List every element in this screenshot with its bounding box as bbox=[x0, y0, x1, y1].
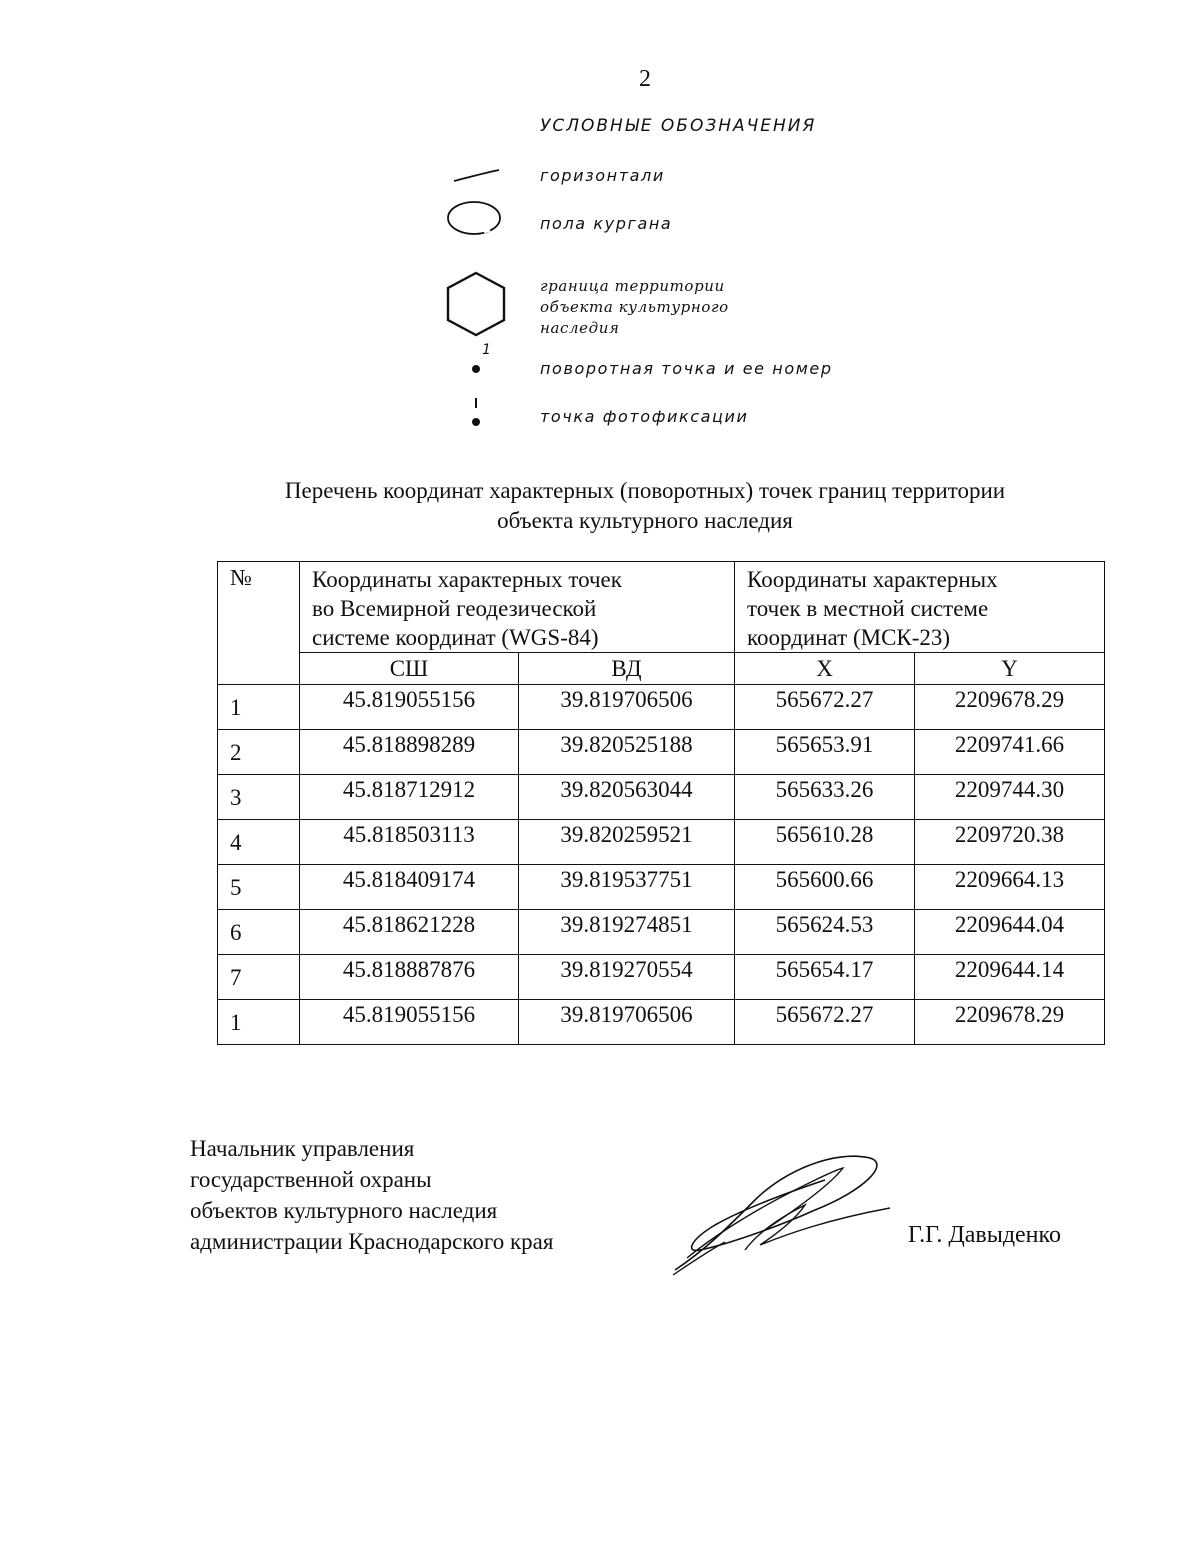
hexagon-boundary-icon bbox=[442, 270, 510, 338]
row-latitude: 45.818898289 bbox=[300, 730, 519, 775]
row-number: 1 bbox=[218, 685, 300, 730]
signer-name: Г.Г. Давыденко bbox=[908, 1222, 1061, 1248]
signer-title-line: объектов культурного наследия bbox=[190, 1198, 498, 1223]
legend-label-boundary bbox=[540, 276, 729, 339]
row-longitude: 39.819706506 bbox=[519, 685, 735, 730]
row-number: 3 bbox=[218, 775, 300, 820]
table-row bbox=[218, 730, 1105, 775]
coordinates-table bbox=[217, 561, 1105, 1045]
signer-title bbox=[190, 1133, 553, 1257]
row-x: 565624.53 bbox=[735, 910, 915, 955]
row-y: 2209744.30 bbox=[915, 775, 1105, 820]
table-row bbox=[218, 910, 1105, 955]
row-latitude: 45.819055156 bbox=[300, 1000, 519, 1045]
row-x: 565672.27 bbox=[735, 1000, 915, 1045]
row-number: 5 bbox=[218, 865, 300, 910]
row-y: 2209664.13 bbox=[915, 865, 1105, 910]
page-number: 2 bbox=[639, 66, 651, 92]
handwritten-signature bbox=[665, 1150, 895, 1280]
row-x: 565633.26 bbox=[735, 775, 915, 820]
table-row bbox=[218, 775, 1105, 820]
legend-label-turning-point: поворотная точка и ее номер bbox=[540, 359, 833, 378]
header-wgs84-line: Координаты характерных точек bbox=[312, 567, 622, 592]
row-longitude: 39.820259521 bbox=[519, 820, 735, 865]
subheader-y: Y bbox=[915, 653, 1105, 685]
subheader-x: X bbox=[735, 653, 915, 685]
row-number: 4 bbox=[218, 820, 300, 865]
table-header-row bbox=[218, 562, 1105, 653]
row-latitude: 45.819055156 bbox=[300, 685, 519, 730]
header-wgs84-line: во Всемирной геодезической bbox=[312, 596, 597, 621]
row-longitude: 39.819706506 bbox=[519, 1000, 735, 1045]
header-wgs84-line: системе координат (WGS-84) bbox=[312, 625, 599, 650]
row-longitude: 39.819537751 bbox=[519, 865, 735, 910]
table-row bbox=[218, 955, 1105, 1000]
subheader-latitude: СШ bbox=[300, 653, 519, 685]
legend-label-boundary-line: наследия bbox=[540, 319, 620, 337]
row-x: 565654.17 bbox=[735, 955, 915, 1000]
row-y: 2209741.66 bbox=[915, 730, 1105, 775]
legend-label-contour: горизонтали bbox=[540, 166, 665, 185]
row-latitude: 45.818887876 bbox=[300, 955, 519, 1000]
list-title-line: объекта культурного наследия bbox=[497, 508, 793, 533]
signer-title-line: государственной охраны bbox=[190, 1167, 432, 1192]
row-x: 565653.91 bbox=[735, 730, 915, 775]
table-row bbox=[218, 820, 1105, 865]
row-x: 565672.27 bbox=[735, 685, 915, 730]
row-number: 1 bbox=[218, 1000, 300, 1045]
row-y: 2209644.04 bbox=[915, 910, 1105, 955]
contour-line-icon bbox=[452, 168, 502, 184]
row-y: 2209678.29 bbox=[915, 685, 1105, 730]
photo-point-icon bbox=[470, 396, 484, 430]
row-y: 2209678.29 bbox=[915, 1000, 1105, 1045]
row-latitude: 45.818409174 bbox=[300, 865, 519, 910]
legend-label-boundary-line: объекта культурного bbox=[540, 298, 729, 316]
legend-title: УСЛОВНЫЕ ОБОЗНАЧЕНИЯ bbox=[540, 116, 817, 136]
legend-label-photo-point: точка фотофиксации bbox=[540, 407, 749, 426]
row-number: 7 bbox=[218, 955, 300, 1000]
row-latitude: 45.818621228 bbox=[300, 910, 519, 955]
row-longitude: 39.820563044 bbox=[519, 775, 735, 820]
row-longitude: 39.819274851 bbox=[519, 910, 735, 955]
mound-ellipse-icon bbox=[444, 198, 504, 240]
turning-point-number: 1 bbox=[482, 342, 491, 358]
header-msk23-line: Координаты характерных bbox=[747, 567, 998, 592]
row-y: 2209644.14 bbox=[915, 955, 1105, 1000]
row-y: 2209720.38 bbox=[915, 820, 1105, 865]
row-latitude: 45.818503113 bbox=[300, 820, 519, 865]
header-number: № bbox=[218, 562, 300, 685]
table-row bbox=[218, 685, 1105, 730]
signer-title-line: Начальник управления bbox=[190, 1136, 415, 1161]
header-msk23 bbox=[735, 562, 1105, 653]
row-number: 2 bbox=[218, 730, 300, 775]
signer-title-line: администрации Краснодарского края bbox=[190, 1229, 554, 1254]
row-latitude: 45.818712912 bbox=[300, 775, 519, 820]
list-title bbox=[0, 476, 1200, 536]
row-x: 565610.28 bbox=[735, 820, 915, 865]
row-longitude: 39.820525188 bbox=[519, 730, 735, 775]
row-longitude: 39.819270554 bbox=[519, 955, 735, 1000]
header-msk23-line: координат (МСК-23) bbox=[747, 625, 951, 650]
row-number: 6 bbox=[218, 910, 300, 955]
legend-label-mound: пола кургана bbox=[540, 214, 673, 233]
turning-point-icon bbox=[470, 362, 484, 376]
table-subheader-row bbox=[218, 653, 1105, 685]
subheader-longitude: ВД bbox=[519, 653, 735, 685]
table-row bbox=[218, 1000, 1105, 1045]
row-x: 565600.66 bbox=[735, 865, 915, 910]
header-msk23-line: точек в местной системе bbox=[747, 596, 989, 621]
list-title-line: Перечень координат характерных (поворотных) точек границ территории bbox=[284, 478, 1006, 503]
legend-label-boundary-line: граница территории bbox=[540, 277, 725, 295]
header-wgs84 bbox=[300, 562, 735, 653]
table-row bbox=[218, 865, 1105, 910]
